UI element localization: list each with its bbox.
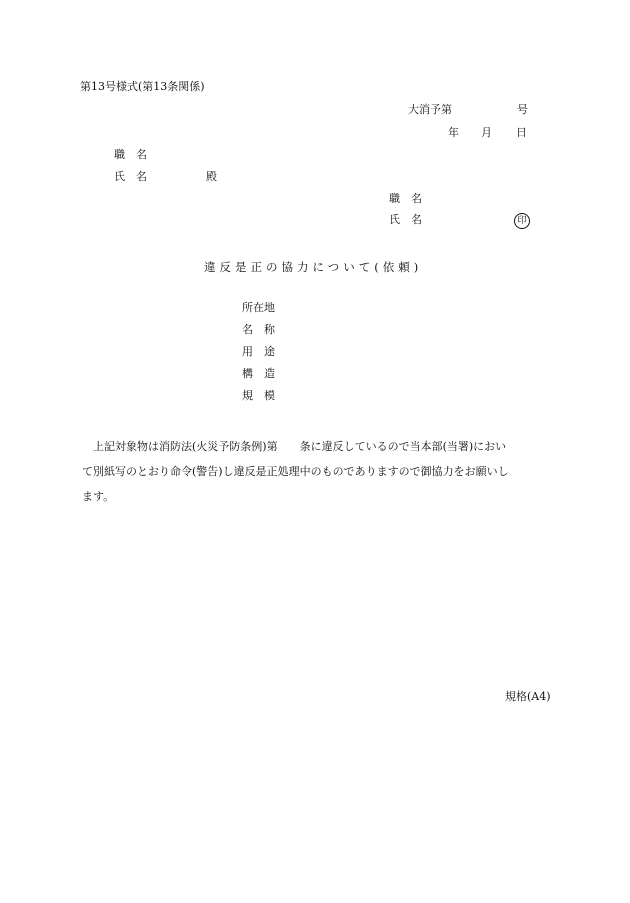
seal-mark: 印: [514, 213, 530, 229]
sender-name-label: 氏 名: [389, 213, 422, 226]
body-line: 上記対象物は消防法(火災予防条例)第 条に違反しているので当本部(当署)におい: [82, 440, 507, 453]
recipient-name-label: 氏 名: [114, 170, 147, 183]
field-name: 名 称: [242, 323, 275, 336]
recipient-title-label: 職 名: [114, 148, 147, 161]
document-subject: 違反是正の協力について(依頼): [204, 260, 423, 274]
doc-number-suffix: 号: [517, 103, 528, 116]
date-day: 日: [516, 126, 527, 139]
body-paragraph: [82, 434, 552, 509]
recipient-honorific: 殿: [206, 170, 217, 183]
doc-number-prefix: 大消予第: [408, 103, 452, 116]
field-location: 所在地: [242, 301, 275, 314]
body-line: て別紙写のとおり命令(警告)し違反是正処理中のものでありますので御協力をお願いし: [82, 465, 509, 478]
body-line: ます。: [82, 490, 115, 503]
date-year: 年: [448, 126, 459, 139]
field-structure: 構 造: [242, 367, 275, 380]
date-month: 月: [481, 126, 492, 139]
paper-size-label: 規格(A4): [505, 690, 551, 703]
field-usage: 用 途: [242, 345, 275, 358]
field-scale: 規 模: [242, 389, 275, 402]
sender-title-label: 職 名: [389, 192, 422, 205]
form-label: 第13号様式(第13条関係): [80, 80, 205, 93]
